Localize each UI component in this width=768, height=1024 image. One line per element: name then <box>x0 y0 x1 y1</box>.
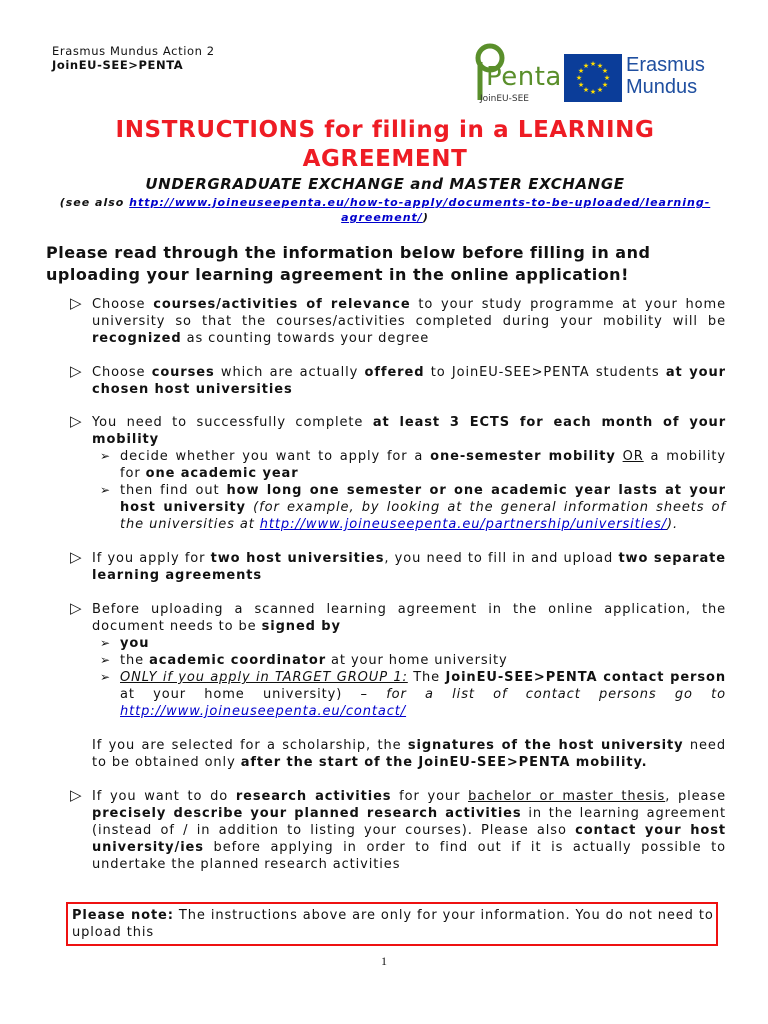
scholarship-paragraph: If you are selected for a scholarship, the signatures of the host university need to be obtained only after the start of the JoinEU-SEE>PENTA mobility. <box>92 738 726 770</box>
sub-list-item: ➢ ONLY if you apply in TARGET GROUP 1: The JoinEU-SEE>PENTA contact person at your home university) – for a list of contact persons go to http://www.joineuseepenta.eu/contact/ <box>100 670 726 719</box>
list-item: ▷ Choose courses which are actually offered to JoinEU-SEE>PENTA students at your chosen host universities <box>70 362 726 397</box>
svg-text:★: ★ <box>596 62 604 70</box>
see-also-note: (see also http://www.joineuseepenta.eu/how-to-apply/documents-to-be-uploaded/learning-agreement/) <box>59 196 711 224</box>
sub-list-item: ➢ then find out how long one semester or one academic year lasts at your host university (for example, by looking at the general information sheets of the universities at http://www.joineuseepenta.eu/partnership/universities/). <box>100 483 726 532</box>
page-subtitle: UNDERGRADUATE EXCHANGE and MASTER EXCHANGE <box>145 175 625 193</box>
penta-logo-text: Penta <box>486 62 562 92</box>
list-item: ▷ Before uploading a scanned learning agreement in the online application, the document needs to be signed by <box>70 599 726 634</box>
arrow-right-icon: ▷ <box>70 548 83 566</box>
svg-text:★: ★ <box>582 62 590 70</box>
svg-text:★: ★ <box>582 86 590 94</box>
svg-text:★: ★ <box>577 67 585 75</box>
page-title: INSTRUCTIONS for filling in a LEARNING AGREEMENT <box>115 117 655 172</box>
checkmark-arrow-icon: ➢ <box>100 449 111 463</box>
arrow-right-icon: ▷ <box>70 786 83 804</box>
logo-group <box>468 40 720 106</box>
svg-text:★: ★ <box>601 67 609 75</box>
learning-agreement-link[interactable]: http://www.joineuseepenta.eu/how-to-apply/documents-to-be-uploaded/learning-agreement/ <box>129 196 711 224</box>
arrow-right-icon: ▷ <box>70 412 83 430</box>
list-item: ▷ Choose courses/activities of relevance to your study programme at your home university so that the courses/activities completed during your mobility will be recognized as counting towards your degree <box>70 294 726 346</box>
svg-text:★: ★ <box>603 74 611 82</box>
note-text: Please note: The instructions above are only for your information. You do not need to upload this <box>72 908 714 940</box>
intro-paragraph: Please read through the information below before filling in and uploading your learning agreement in the online application! <box>46 243 651 284</box>
checkmark-arrow-icon: ➢ <box>100 670 111 684</box>
svg-text:★: ★ <box>577 81 585 89</box>
eu-flag-icon <box>564 54 622 102</box>
document-header <box>52 44 215 72</box>
list-item: ▷ If you want to do research activities for your bachelor or master thesis, please precisely describe your planned research activities in the learning agreement (instead of / in addition to listing your courses). Please also contact your host university/ies before applying in order to find out if it is actually possible to undertake the planned research activities <box>70 786 726 872</box>
svg-text:★: ★ <box>596 86 604 94</box>
header-project-line: JoinEU-SEE>PENTA <box>52 58 184 72</box>
svg-text:★: ★ <box>589 60 597 68</box>
list-item: ▷ You need to successfully complete at least 3 ECTS for each month of your mobility <box>70 412 727 447</box>
sub-list-item: ➢ you <box>100 636 150 651</box>
erasmus-mundus-logo-text: Erasmus Mundus <box>626 54 705 98</box>
svg-text:★: ★ <box>575 74 583 82</box>
arrow-right-icon: ▷ <box>70 294 83 312</box>
penta-logo <box>468 40 562 106</box>
svg-text:★: ★ <box>589 88 597 96</box>
penta-logo-subtext: JoinEU-SEE <box>480 94 529 104</box>
arrow-right-icon: ▷ <box>70 599 83 617</box>
header-action-line: Erasmus Mundus Action 2 <box>52 44 215 58</box>
svg-text:★: ★ <box>601 81 609 89</box>
checkmark-arrow-icon: ➢ <box>100 483 111 497</box>
instruction-list <box>70 296 726 873</box>
contact-persons-link[interactable]: http://www.joineuseepenta.eu/contact/ <box>120 704 407 719</box>
note-label: Please note: <box>72 908 174 923</box>
universities-link[interactable]: http://www.joineuseepenta.eu/partnership/universities/ <box>259 517 668 532</box>
list-item: ▷ If you apply for two host universities, you need to fill in and upload two separate learning agreements <box>70 548 726 583</box>
arrow-right-icon: ▷ <box>70 362 83 380</box>
page-number: 1 <box>381 954 387 968</box>
sub-list-item: ➢ the academic coordinator at your home university <box>100 653 508 668</box>
checkmark-arrow-icon: ➢ <box>100 653 111 667</box>
checkmark-arrow-icon: ➢ <box>100 636 111 650</box>
sub-list-item: ➢ decide whether you want to apply for a one-semester mobility OR a mobility for one academic year <box>100 449 726 481</box>
